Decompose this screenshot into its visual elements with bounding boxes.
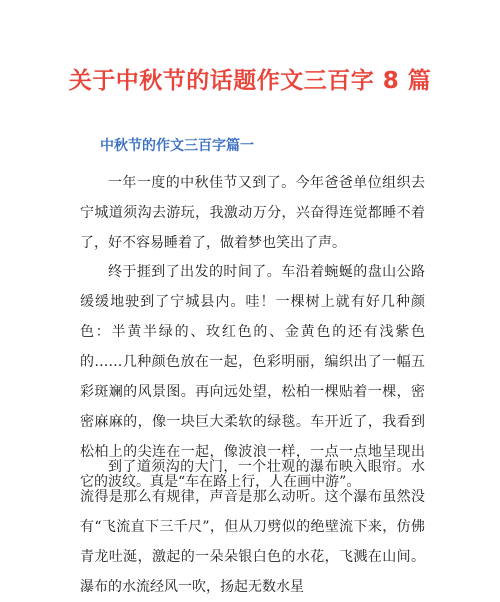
paragraph: 到了道须沟的大门，一个壮观的瀑布映入眼帘。水流得是那么有规律，声音是那么动听。这个瀑布虽然没有“飞流直下三千尺”，但从刀劈似的绝壁流下来，仿佛青龙吐涎，激起的一朵朵银白色的水花，飞溅在山间。瀑布的水流经风一吹，扬起无数水星 [80,459,425,595]
paragraph: 终于捱到了出发的时间了。车沿着蜿蜒的盘山公路缓缓地驶到了宁城县内。哇！一棵树上就有好几种颜色：半黄半绿的、玫红色的、金黄色的还有浅紫色的……几种颜色放在一起，色彩明丽，编织出了一幅五彩斑斓的风景图。再向远处望，松柏一棵贴着一棵，密密麻麻的，像一块巨大柔软的绿毯。车开近了，我看到松柏上的尖连在一起，像波浪一样，一点一点地呈现出它的波纹。真是“车在路上行，人在画中游”。 [80,264,425,490]
paragraph: 一年一度的中秋佳节又到了。今年爸爸单位组织去宁城道须沟去游玩，我激动万分，兴奋得连觉都睡不着了，好不容易睡着了，做着梦也笑出了声。 [80,175,425,251]
section-heading: 中秋节的作文三百字篇一 [100,138,254,154]
document-title: 关于中秋节的话题作文三百字 8 篇 [68,68,432,94]
